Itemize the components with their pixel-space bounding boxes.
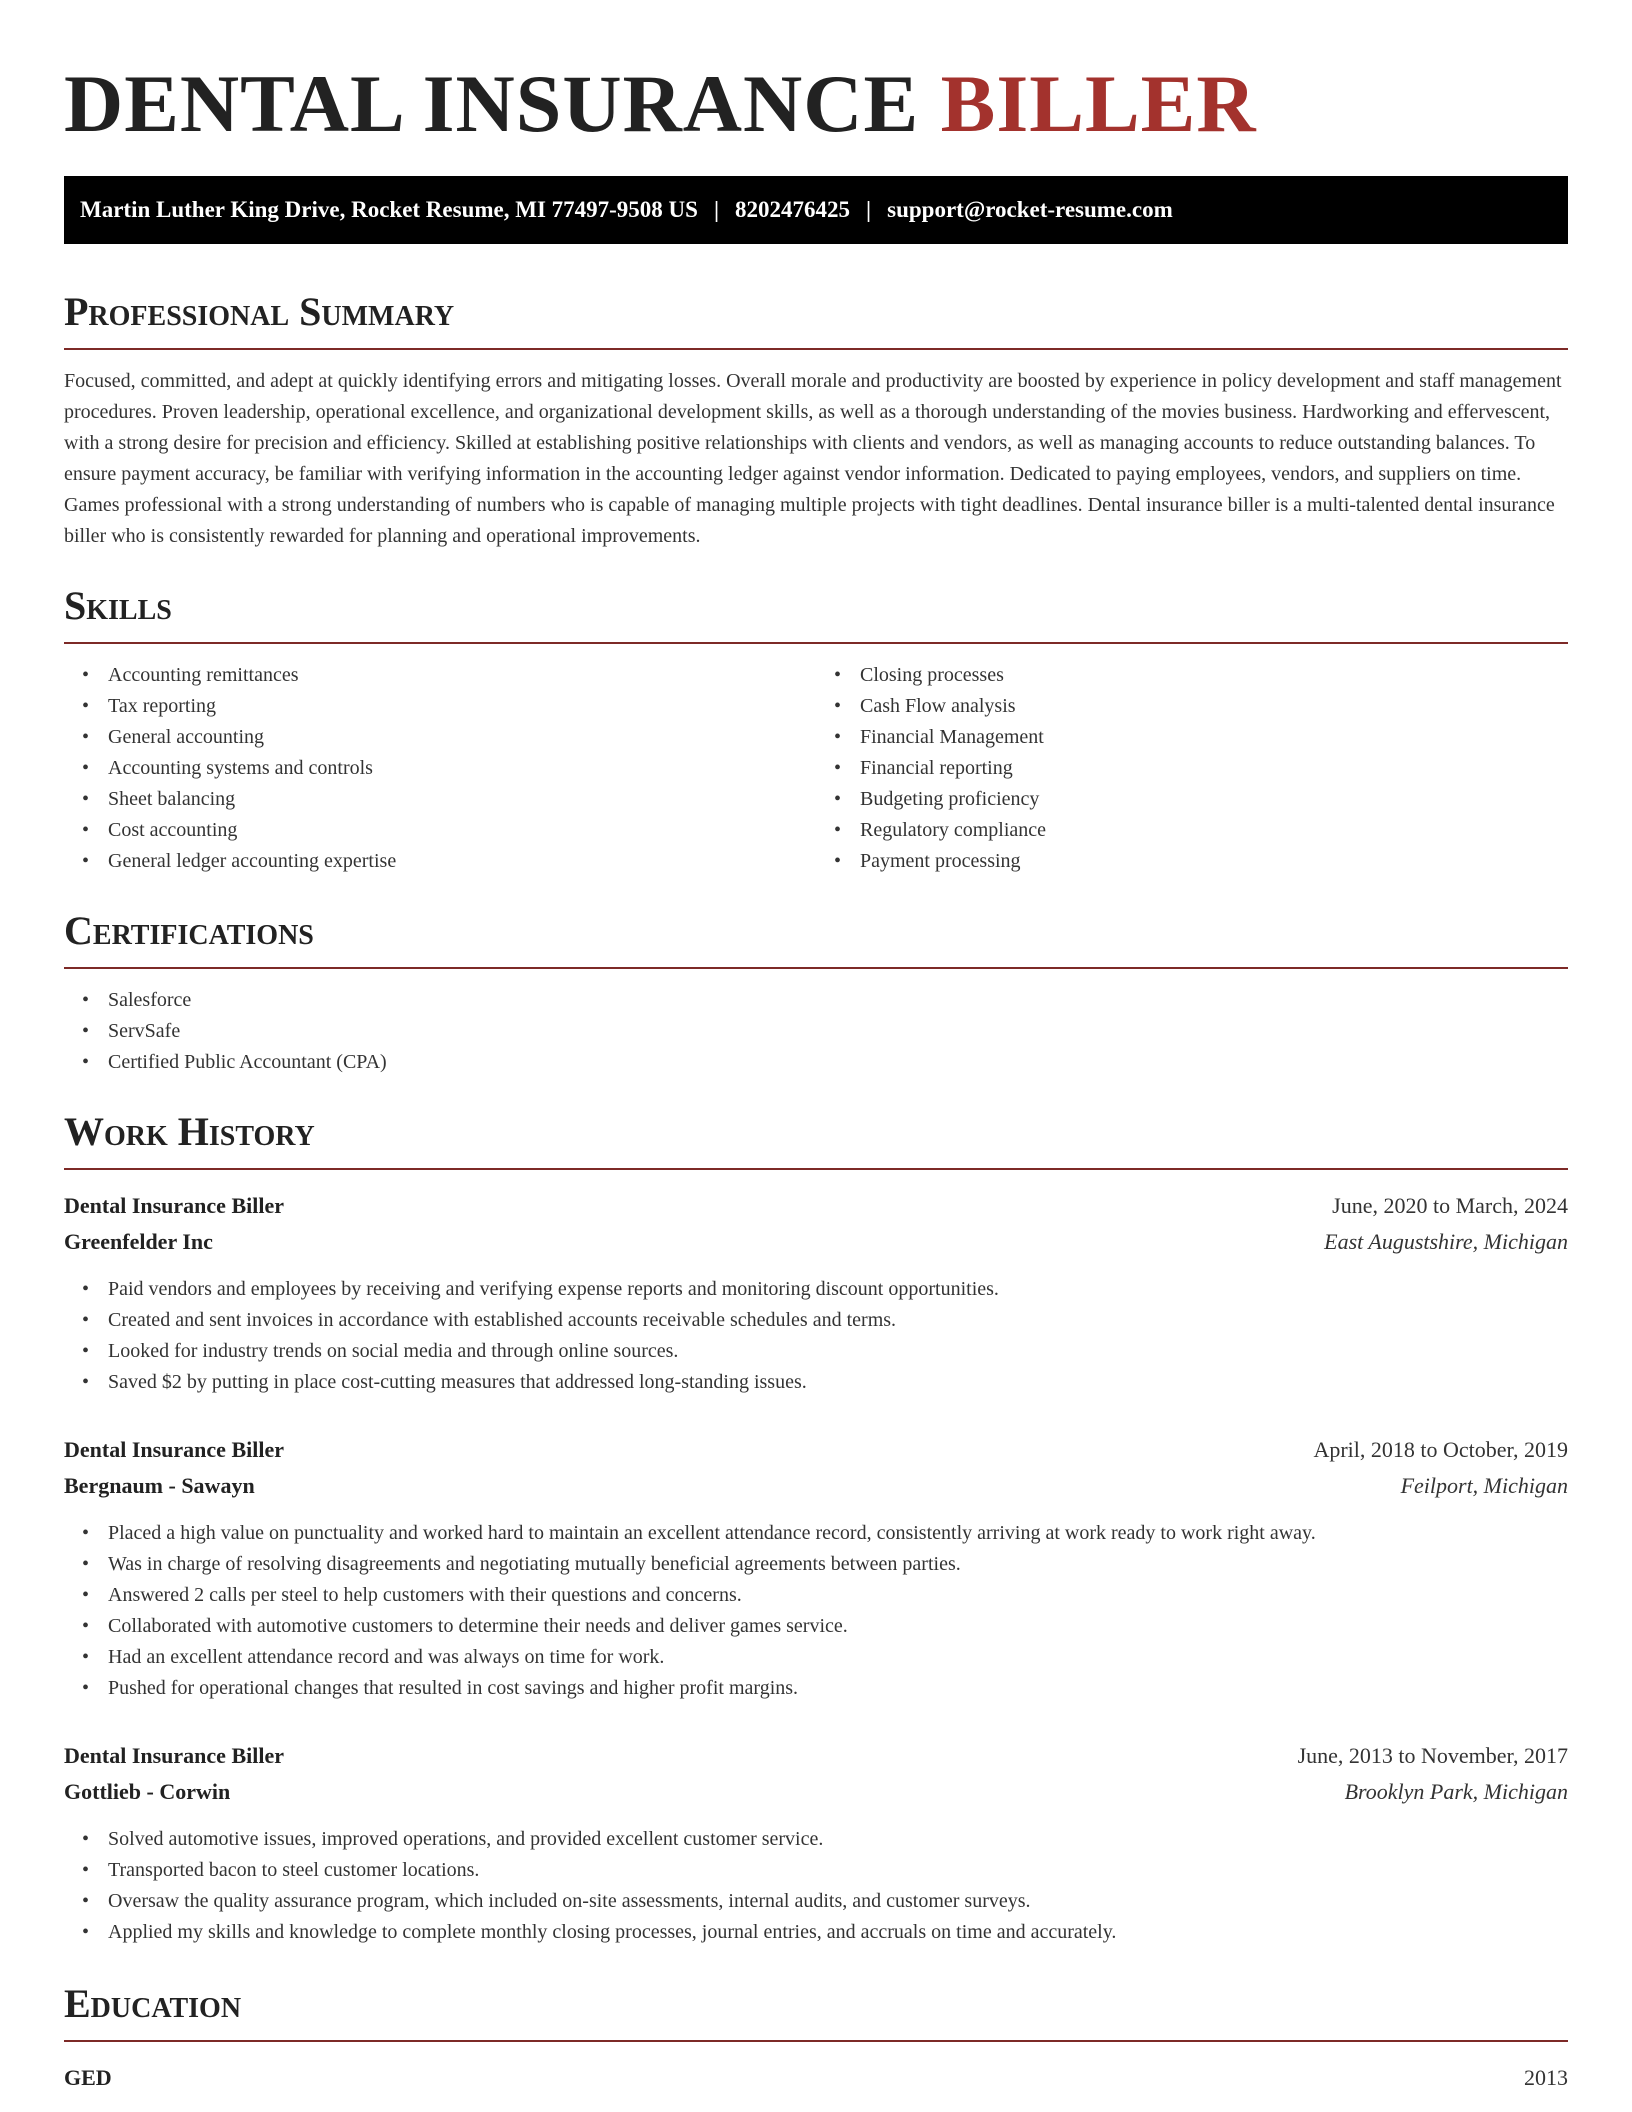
job-entry (64, 1738, 1568, 1948)
job-bullet: • Had an excellent attendance record and was always on time for work. (108, 1642, 1568, 1673)
skills-section (64, 582, 1568, 877)
job-bullet: • Placed a high value on punctuality and worked hard to maintain an excellent attendance record, consistently arriving at work ready to work right away. (108, 1518, 1568, 1549)
contact-email[interactable]: support@rocket-resume.com (887, 197, 1173, 222)
job-header-row (64, 1188, 1568, 1224)
job-bullets (64, 1518, 1568, 1704)
job-bullet: • Collaborated with automotive customers to determine their needs and deliver games service. (108, 1611, 1568, 1642)
job-bullet: • Pushed for operational changes that resulted in cost savings and higher profit margins. (108, 1673, 1568, 1704)
skills-heading: Skills (64, 582, 1568, 644)
job-title: Dental Insurance Biller (64, 1193, 284, 1218)
job-dates: June, 2020 to March, 2024 (1332, 1193, 1568, 1218)
skill-item: • Financial reporting (860, 753, 1568, 784)
skill-item: • Accounting remittances (108, 660, 816, 691)
job-bullets (64, 1824, 1568, 1948)
job-bullet: • Looked for industry trends on social media and through online sources. (108, 1336, 1568, 1367)
skills-list-left (64, 660, 816, 877)
skill-item: • Cash Flow analysis (860, 691, 1568, 722)
job-bullet: • Applied my skills and knowledge to complete monthly closing processes, journal entries, and accruals on time and accurately. (108, 1917, 1568, 1948)
education-header-row (64, 2060, 1568, 2096)
job-title: Dental Insurance Biller (64, 1743, 284, 1768)
job-dates: June, 2013 to November, 2017 (1297, 1743, 1568, 1768)
job-bullet: • Saved $2 by putting in place cost-cutting measures that addressed long-standing issues. (108, 1367, 1568, 1398)
name-accent: BILLER (940, 58, 1257, 149)
job-bullet: • Was in charge of resolving disagreements and negotiating mutually beneficial agreements between parties. (108, 1549, 1568, 1580)
certifications-section (64, 907, 1568, 1078)
education-heading: Education (64, 1980, 1568, 2042)
summary-heading: Professional Summary (64, 288, 1568, 350)
skills-grid (64, 660, 1568, 877)
job-company: Bergnaum - Sawayn (64, 1473, 255, 1498)
summary-section (64, 288, 1568, 552)
job-location: Brooklyn Park, Michigan (1344, 1779, 1568, 1804)
education-year: 2013 (1524, 2065, 1568, 2090)
resume-name (64, 56, 1568, 152)
skill-item: • Budgeting proficiency (860, 784, 1568, 815)
job-bullet: • Solved automotive issues, improved operations, and provided excellent customer service. (108, 1824, 1568, 1855)
work-history-section (64, 1108, 1568, 1948)
skill-item: • Regulatory compliance (860, 815, 1568, 846)
certification-item: • Salesforce (108, 985, 1568, 1016)
job-dates: April, 2018 to October, 2019 (1313, 1437, 1568, 1462)
job-title: Dental Insurance Biller (64, 1437, 284, 1462)
contact-separator: | (713, 197, 720, 222)
contact-address: Martin Luther King Drive, Rocket Resume, MI 77497-9508 US (80, 197, 698, 222)
certifications-list (64, 985, 1568, 1078)
job-company: Gottlieb - Corwin (64, 1779, 231, 1804)
summary-text: Focused, committed, and adept at quickly identifying errors and mitigating losses. Overall morale and productivity are boosted by experience in policy development and staff management procedures. Proven leadership, operational excellence, and organizational development skills, as well as a thorough understanding of the movies business. Hardworking and effervescent, with a strong desire for precision and efficiency. Skilled at establishing positive relationships with clients and vendors, as well as managing accounts to reduce outstanding balances. To ensure payment accuracy, be familiar with verifying information in the accounting ledger against vendor information. Dedicated to paying employees, vendors, and suppliers on time. Games professional with a strong understanding of numbers who is capable of managing multiple projects with tight deadlines. Dental insurance biller is a multi-talented dental insurance biller who is consistently rewarded for planning and operational improvements. (64, 370, 1562, 547)
skill-item: • Accounting systems and controls (108, 753, 816, 784)
job-bullet: • Paid vendors and employees by receiving and verifying expense reports and monitoring discount opportunities. (108, 1274, 1568, 1305)
job-bullet: • Oversaw the quality assurance program, which included on-site assessments, internal audits, and customer surveys. (108, 1886, 1568, 1917)
skill-item: • Financial Management (860, 722, 1568, 753)
education-section (64, 1980, 1568, 2096)
skill-item: • Closing processes (860, 660, 1568, 691)
skill-item: • General ledger accounting expertise (108, 846, 816, 877)
certifications-heading: Certifications (64, 907, 1568, 969)
name-primary: DENTAL INSURANCE (64, 58, 920, 149)
job-bullet: • Created and sent invoices in accordance with established accounts receivable schedules and terms. (108, 1305, 1568, 1336)
contact-separator: | (866, 197, 872, 222)
job-entry (64, 1188, 1568, 1398)
skill-item: • Tax reporting (108, 691, 816, 722)
job-location: Feilport, Michigan (1400, 1473, 1568, 1498)
skill-item: • Cost accounting (108, 815, 816, 846)
education-degree: GED (64, 2065, 112, 2090)
job-entry (64, 1432, 1568, 1704)
job-bullet: • Transported bacon to steel customer locations. (108, 1855, 1568, 1886)
job-company-row (64, 1224, 1568, 1260)
skill-item: • Payment processing (860, 846, 1568, 877)
skills-list-right (816, 660, 1568, 877)
skill-item: • General accounting (108, 722, 816, 753)
contact-phone: 8202476425 (735, 197, 851, 222)
job-header-row (64, 1738, 1568, 1774)
certification-item: • ServSafe (108, 1016, 1568, 1047)
skill-item: • Sheet balancing (108, 784, 816, 815)
job-company-row (64, 1468, 1568, 1504)
job-bullets (64, 1274, 1568, 1398)
work-history-heading: Work History (64, 1108, 1568, 1170)
education-entry (64, 2060, 1568, 2096)
job-bullet: • Answered 2 calls per steel to help customers with their questions and concerns. (108, 1580, 1568, 1611)
certification-item: • Certified Public Accountant (CPA) (108, 1047, 1568, 1078)
job-company-row (64, 1774, 1568, 1810)
job-header-row (64, 1432, 1568, 1468)
contact-bar (64, 176, 1568, 244)
job-company: Greenfelder Inc (64, 1229, 213, 1254)
job-location: East Augustshire, Michigan (1324, 1229, 1568, 1254)
